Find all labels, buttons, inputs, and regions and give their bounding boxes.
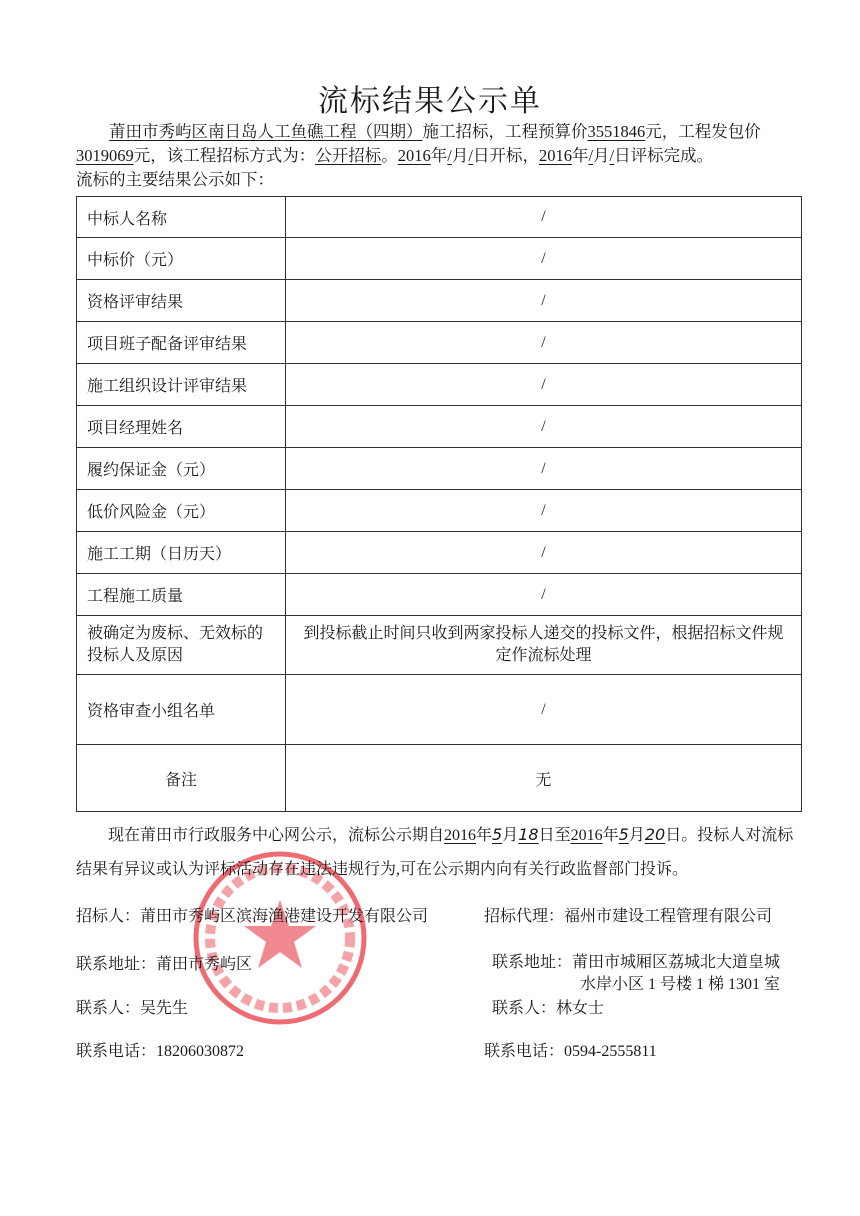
row-label: 资格评审结果 <box>77 280 286 322</box>
row-value: / <box>286 364 802 406</box>
start-day: 18 <box>518 825 539 844</box>
text: 现在莆田市行政服务中心网公示，流标公示期自 <box>108 827 445 844</box>
table-row <box>77 364 802 406</box>
text: 日开标， <box>472 146 539 165</box>
text: 元，工程发包价 <box>645 122 761 141</box>
agent-phone: 联系电话：0594-2555811 <box>484 1043 657 1060</box>
row-label: 施工组织设计评审结果 <box>77 364 286 406</box>
end-day: 20 <box>644 825 666 844</box>
end-year: 2016 <box>570 827 603 844</box>
row-label: 项目班子配备评审结果 <box>77 322 286 364</box>
table-row <box>77 574 802 616</box>
agent-address-line1: 联系地址：莆田市城厢区荔城北大道皇城 <box>492 954 781 971</box>
row-value: / <box>286 280 802 322</box>
table-row <box>77 322 802 364</box>
agent-name: 招标代理：福州市建设工程管理有限公司 <box>484 908 773 925</box>
table-row <box>77 745 802 812</box>
text: 月 <box>593 146 610 165</box>
row-label: 被确定为废标、无效标的投标人及原因 <box>77 616 286 675</box>
start-month: 5 <box>492 825 503 844</box>
table-row <box>77 280 802 322</box>
project-name: 莆田市秀屿区南日岛人工鱼礁工程（四期） <box>109 122 423 141</box>
text: 月 <box>451 146 469 165</box>
eval-year: 2016 <box>538 146 572 165</box>
start-year: 2016 <box>444 827 477 844</box>
open-year: 2016 <box>397 146 431 165</box>
row-label: 资格审查小组名单 <box>77 675 286 745</box>
row-value: 到投标截止时间只收到两家投标人递交的投标文件，根据招标文件规定作流标处理 <box>286 616 802 675</box>
row-label: 备注 <box>77 745 286 812</box>
eval-month: / <box>588 146 594 165</box>
tenderer-name: 招标人：莆田市秀屿区滨海渔港建设开发有限公司 <box>76 908 429 925</box>
row-value: / <box>286 448 802 490</box>
contract-price: 3019069 <box>76 146 134 165</box>
text: 月 <box>502 827 519 844</box>
text: 年 <box>571 146 589 165</box>
intro-paragraph <box>76 120 806 192</box>
row-label: 中标人名称 <box>77 197 286 238</box>
text: 年 <box>430 146 448 165</box>
agent-contact: 联系人：林女士 <box>492 1000 605 1017</box>
row-value: / <box>286 532 802 574</box>
notice-paragraph <box>76 818 806 887</box>
row-label: 低价风险金（元） <box>77 490 286 532</box>
row-value: / <box>286 675 802 745</box>
text: 年 <box>476 827 493 844</box>
text: 日。投标人对流标结果有异议或认为评标活动存在违法违规行为,可在公示期内向有关行政监督部门投诉。 <box>76 827 794 878</box>
agent-address-line2: 水岸小区 1 号楼 1 梯 1301 室 <box>580 976 781 993</box>
table-row <box>77 448 802 490</box>
table-row <box>77 238 802 280</box>
open-month: / <box>447 146 452 165</box>
row-label: 项目经理姓名 <box>77 406 286 448</box>
text: 日评标完成。 <box>614 146 714 165</box>
table-row <box>77 532 802 574</box>
text: 年 <box>602 827 619 844</box>
table-row <box>77 616 802 675</box>
row-value: / <box>286 574 802 616</box>
text: 月 <box>628 827 645 844</box>
text: 日至 <box>538 827 571 844</box>
row-value: 无 <box>286 745 802 812</box>
bid-method: 公开招标 <box>315 146 382 165</box>
budget-price: 3551846 <box>587 122 646 141</box>
tenderer-address: 联系地址：莆田市秀屿区 <box>76 956 253 973</box>
table-row <box>77 490 802 532</box>
table-row <box>77 675 802 745</box>
eval-day: / <box>609 146 615 165</box>
row-value: / <box>286 322 802 364</box>
page-title: 流标结果公示单 <box>318 85 542 118</box>
table-row <box>77 406 802 448</box>
tenderer-phone: 联系电话：18206030872 <box>76 1043 245 1060</box>
row-value: / <box>286 490 802 532</box>
table-row <box>77 197 802 238</box>
row-value: / <box>286 238 802 280</box>
row-label: 工程施工质量 <box>77 574 286 616</box>
intro-lead: 流标的主要结果公示如下： <box>76 170 274 189</box>
open-day: / <box>468 146 473 165</box>
tenderer-contact: 联系人：吴先生 <box>76 1000 189 1017</box>
row-label: 施工工期（日历天） <box>77 532 286 574</box>
row-label: 中标价（元） <box>77 238 286 280</box>
row-label: 履约保证金（元） <box>77 448 286 490</box>
text: 施工招标，工程预算价 <box>422 122 588 141</box>
results-table <box>76 196 802 812</box>
row-value: / <box>286 197 802 238</box>
row-value: / <box>286 406 802 448</box>
text: 。 <box>381 146 398 165</box>
end-month: 5 <box>618 825 629 844</box>
text: 元，该工程招标方式为： <box>133 146 316 165</box>
